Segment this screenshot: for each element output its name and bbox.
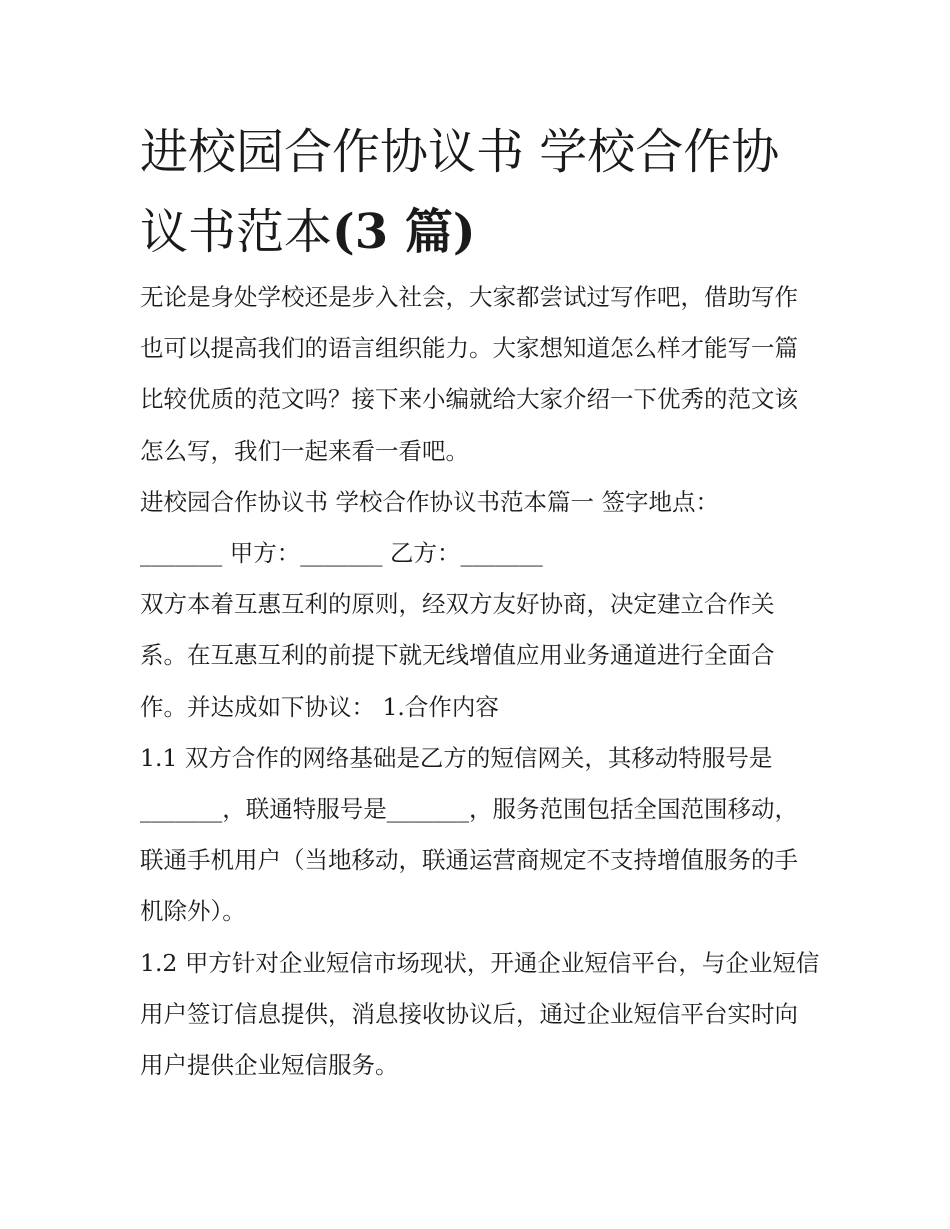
paragraph-signing-place: 进校园合作协议书 学校合作协议书范本篇一 签字地点：: [140, 487, 719, 516]
paragraph-parties: _______ 甲方：_______ 乙方：_______: [140, 539, 543, 568]
document-body: [140, 272, 820, 1091]
title-text: 进校园合作协议书 学校合作协议书范本: [140, 124, 780, 260]
paragraph-clause-1-2: 1.2 甲方针对企业短信市场现状，开通企业短信平台，与企业短信用户签订信息提供，消息接收协议后，通过企业短信平台实时向用户提供企业短信服务。: [140, 948, 820, 1080]
paragraph-principle: 双方本着互惠互利的原则，经双方友好协商，决定建立合作关系。在互惠互利的前提下就无线增值应用业务通道进行全面合作。并达成如下协议： 1.合作内容: [140, 590, 775, 721]
title-count: (3 篇): [332, 204, 476, 260]
paragraph-clause-1-1: 1.1 双方合作的网络基础是乙方的短信网关，其移动特服号是_______，联通特服号是_______，服务范围包括全国范围移动，联通手机用户（当地移动，联通运营商规定不支持增值服务的手机除外）。: [140, 743, 798, 926]
paragraph-intro: 无论是身处学校还是步入社会，大家都尝试过写作吧，借助写作也可以提高我们的语言组织能力。大家想知道怎么样才能写一篇比较优质的范文吗？接下来小编就给大家介绍一下优秀的范文该怎么写，我们一起来看一看吧。: [140, 283, 798, 465]
document-title: [140, 112, 820, 272]
